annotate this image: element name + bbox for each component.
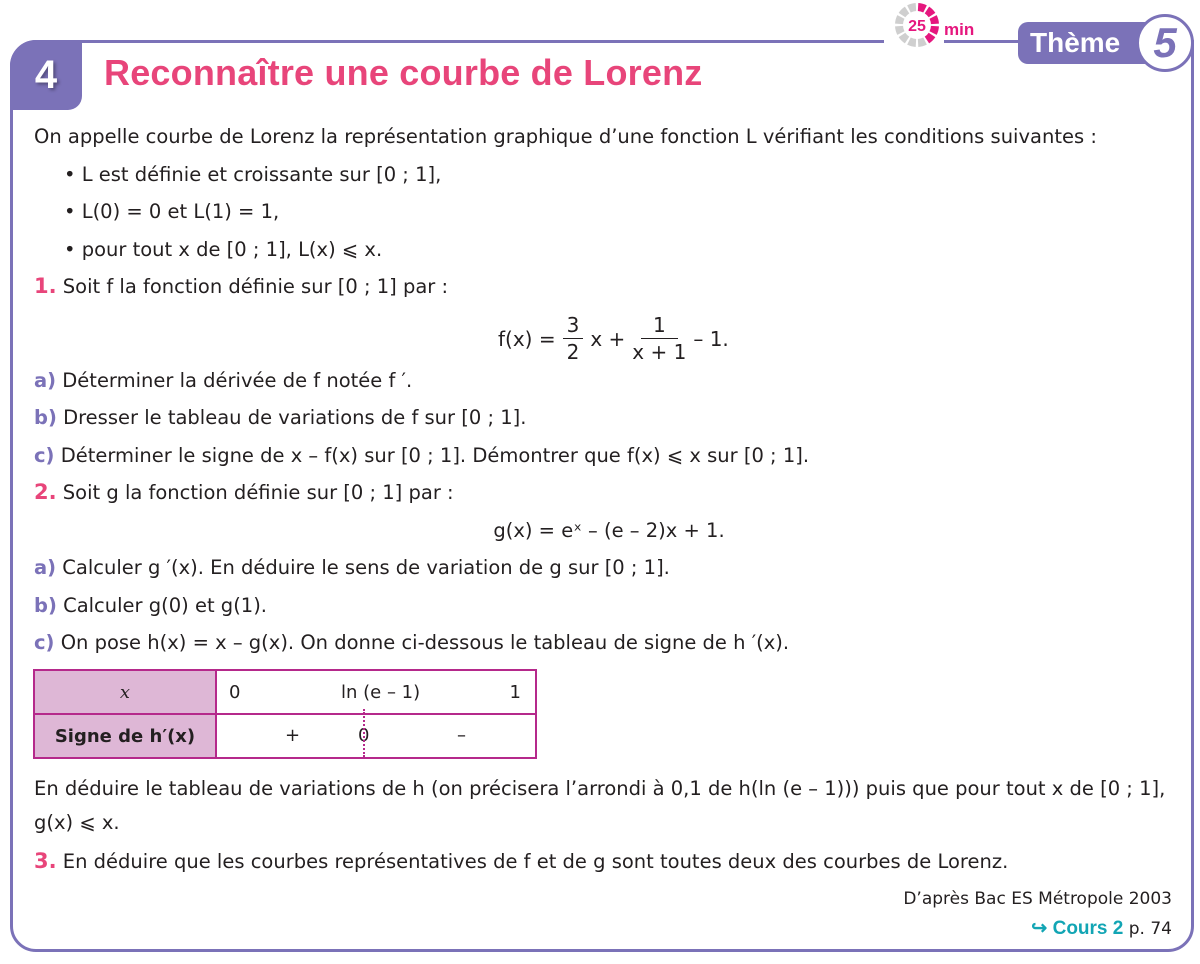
question-2a: a) Calculer g ′(x). En déduire le sens de variation de g sur [0 ; 1].	[34, 556, 670, 579]
signs-cell: + 0 –	[216, 714, 536, 758]
timer-segment	[907, 38, 916, 47]
question-3: 3. En déduire que les courbes représentatives de f et de g sont toutes deux des courbes de Lorenz.	[34, 849, 1009, 873]
question-2b: b) Calculer g(0) et g(1).	[34, 593, 268, 617]
formula-g: g(x) = eˣ – (e – 2)x + 1.	[493, 518, 725, 542]
exercise-number-badge	[10, 40, 82, 110]
row-header: x	[34, 670, 216, 714]
timer-segment	[918, 3, 927, 12]
row-header: Signe de h′(x)	[34, 714, 216, 758]
dashed-divider	[363, 709, 365, 757]
timer-segment	[899, 7, 910, 18]
table-row	[34, 714, 536, 758]
intro-bullet: • L est définie et croissante sur [0 ; 1],	[64, 162, 442, 186]
exercise-body	[34, 118, 1184, 662]
timer-segment	[925, 7, 936, 18]
timer-segment	[895, 15, 904, 24]
timer-unit: min	[944, 20, 975, 39]
timer-segment	[925, 33, 936, 44]
table-row	[34, 670, 536, 714]
conclusion-line: En déduire le tableau de variations de h (on précisera l’arrondi à 0,1 de h(ln (e – 1))) puis que pour tout x de [0 ; 1],	[34, 777, 1166, 800]
question-text: Soit f la fonction définie sur [0 ; 1] par :	[62, 275, 449, 298]
question-1	[34, 268, 1184, 306]
timer-segment	[930, 26, 939, 35]
question-1b: b) Dresser le tableau de variations de f sur [0 ; 1].	[34, 406, 527, 429]
intro-bullet: • pour tout x de [0 ; 1], L(x) ⩽ x.	[64, 237, 383, 261]
page-ref: p. 74	[1128, 919, 1172, 939]
question-2: 2. Soit g la fonction définie sur [0 ; 1] par :	[34, 480, 454, 504]
fraction: $\frac{1}{x + 1}$	[632, 313, 687, 364]
intro-bullet: • L(0) = 0 et L(1) = 1,	[64, 200, 280, 223]
timer-segment	[907, 3, 916, 12]
timer-segment	[918, 38, 927, 47]
conclusion-line: g(x) ⩽ x.	[34, 811, 120, 834]
theme-number: 5	[1153, 19, 1177, 66]
arrow-icon: ↪	[1031, 918, 1048, 939]
timer-segment	[895, 26, 904, 35]
timer-segment	[930, 15, 939, 24]
question-2c: c) On pose h(x) = x – g(x). On donne ci-dessous le tableau de signe de h ′(x).	[34, 631, 790, 654]
timer-icon	[894, 2, 940, 48]
intro-text: On appelle courbe de Lorenz la représentation graphique d’une fonction L vérifiant les conditions suivantes :	[34, 125, 1097, 148]
course-link-label[interactable]: Cours 2	[1052, 918, 1124, 939]
exercise-number: 4	[34, 52, 58, 97]
x-values-cell: 0 ln (e – 1) 1	[216, 670, 536, 714]
sign-table	[33, 669, 537, 759]
source-citation: D’après Bac ES Métropole 2003	[903, 889, 1172, 909]
conclusion-block	[34, 772, 1184, 879]
question-number: 1.	[34, 274, 57, 298]
question-1c: c) Déterminer le signe de x – f(x) sur [0 ; 1]. Démontrer que f(x) ⩽ x sur [0 ; 1].	[34, 443, 810, 467]
timer-value: 25	[908, 18, 926, 35]
exercise-title: Reconnaître une courbe de Lorenz	[104, 52, 703, 93]
question-1a: a) Déterminer la dérivée de f notée f ′.	[34, 368, 413, 392]
footer	[903, 884, 1172, 944]
fraction: $\frac{3}{2}$	[563, 312, 584, 365]
formula-f: f(x) = $\frac{3}{2}$ x + $\frac{1}{x + 1}$ – 1.	[498, 313, 729, 364]
course-link[interactable]	[903, 914, 1172, 944]
theme-label: Thème	[1030, 27, 1121, 58]
theme-number-badge	[1136, 14, 1194, 72]
